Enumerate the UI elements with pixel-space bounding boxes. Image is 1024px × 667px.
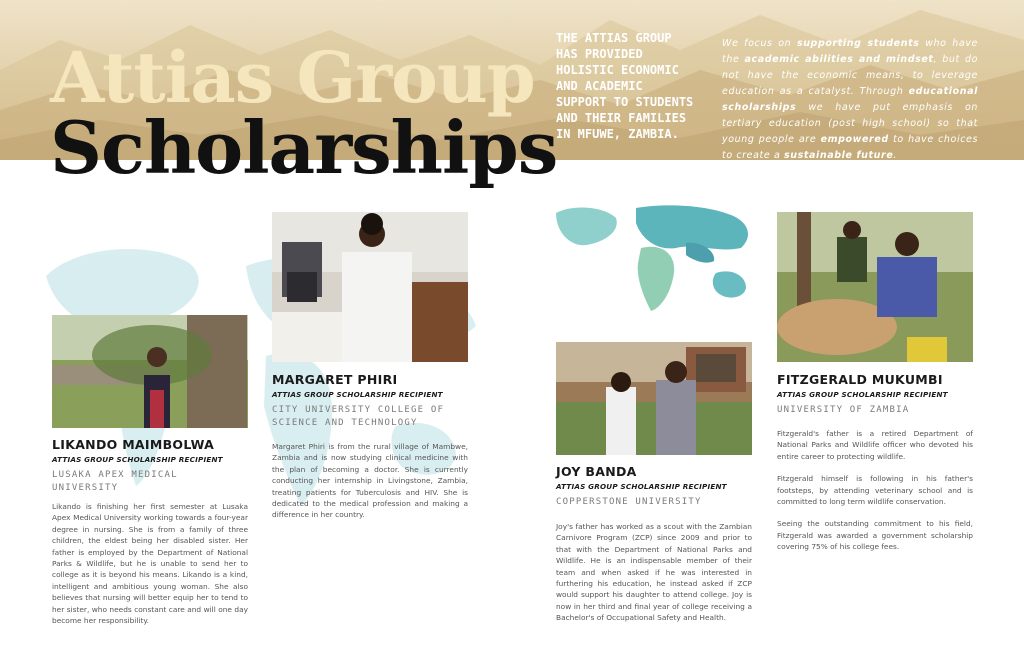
recipient-name-margaret: MARGARET PHIRI: [272, 372, 398, 387]
tagline: THE ATTIAS GROUP HAS PROVIDED HOLISTIC ECONOMIC AND ACADEMIC SUPPORT TO STUDENTS AND THEIR FAMILIES IN MFUWE, ZAMBIA.: [556, 31, 694, 141]
recipient-role-margaret: ATTIAS GROUP SCHOLARSHIP RECIPIENT: [272, 390, 443, 399]
recipient-school-joy: COPPERSTONE UNIVERSITY: [556, 497, 702, 507]
title-line-2: Scholarships: [50, 105, 558, 190]
photo-margaret: [272, 212, 468, 362]
recipient-name-joy: JOY BANDA: [556, 464, 637, 479]
intro-text: We focus on supporting students who have the academic abilities and mindset, but do not have the economic means, to leverage education as a catalyst. Through educational scholarships we have put emphasis on tertiary education (post high school) so that young people are empowered to have choices to create a sustainable future.: [722, 38, 979, 161]
world-map-watercolor: [556, 203, 752, 313]
recipient-bio-joy: Joy's father has worked as a scout with the Zambian Carnivore Program (ZCP) since 2009 and prior to that with the Department of National Parks and Wildlife. He is an indispensable member of their team and when asked if he was interested in furthering his education, he instead asked if ZCP would support his daughter to attend college. Joy is now in her third and final year of college receiving a Bachelor's of Occupational Safety and Health.: [556, 522, 752, 623]
title-line-1: Attias Group: [50, 36, 535, 119]
recipient-role-likando: ATTIAS GROUP SCHOLARSHIP RECIPIENT: [52, 455, 223, 464]
recipient-bio-margaret: Margaret Phiri is from the rural village of Mambwe, Zambia and is now studying clinical medicine with the plan of becoming a doctor. She is currently conducting her internship in Livingstone, Zambia, treating patients for Tuberculosis and HIV. She is dedicated to the medical profession and making a difference in her country.: [272, 442, 468, 520]
recipient-bio-fitzgerald: Fitzgerald's father is a retired Department of National Parks and Wildlife officer who devoted his entire career to protecting wildlife. Fitzgerald himself is following in his father's footsteps, by attending veterinary school and is committed to long term wildlife conservation. Seeing the outstanding commitment to his field, Fitzgerald was awarded a government scholarship covering 75% of his college fees.: [777, 429, 973, 552]
photo-likando: [52, 315, 248, 428]
photo-fitzgerald: [777, 212, 973, 362]
photo-joy: [556, 342, 752, 455]
recipient-role-joy: ATTIAS GROUP SCHOLARSHIP RECIPIENT: [556, 482, 727, 491]
recipient-bio-likando: Likando is finishing her first semester at Lusaka Apex Medical University working towards a four-year degree in nursing. She is from a family of three children, the eldest being her disabled sister. Her father is employed by the Department of National Parks & Wildlife, but he is unable to send her to college as it is beyond his means. Likando is a kind, intelligent and ambitious young woman. She also believes that nursing will better equip her to tend to her sister, who needs constant care and will one day become her responsibility.: [52, 502, 248, 626]
recipient-school-likando: LUSAKA APEX MEDICAL UNIVERSITY: [52, 470, 178, 493]
recipient-name-likando: LIKANDO MAIMBOLWA: [52, 437, 215, 452]
recipient-school-margaret: CITY UNIVERSITY COLLEGE OF SCIENCE AND TECHNOLOGY: [272, 405, 445, 428]
recipient-name-fitzgerald: FITZGERALD MUKUMBI: [777, 372, 943, 387]
recipient-role-fitzgerald: ATTIAS GROUP SCHOLARSHIP RECIPIENT: [777, 390, 948, 399]
recipient-school-fitzgerald: UNIVERSITY OF ZAMBIA: [777, 405, 910, 415]
